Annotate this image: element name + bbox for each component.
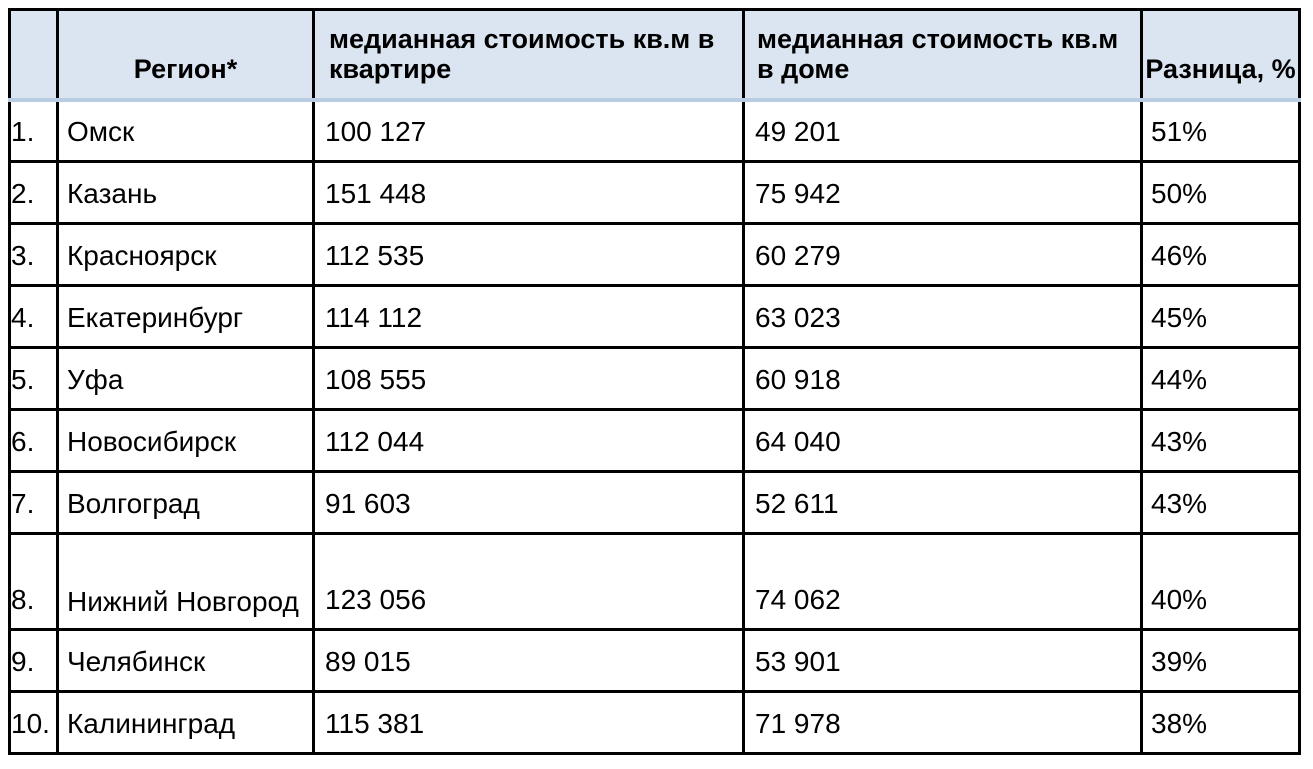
row-house-price: 60 279 [744, 224, 1142, 286]
header-difference: Разница, % [1142, 10, 1300, 100]
row-number: 6. [10, 410, 58, 472]
row-apartment-price: 114 112 [314, 286, 744, 348]
row-number: 8. [10, 534, 58, 630]
row-number: 3. [10, 224, 58, 286]
header-number [10, 10, 58, 100]
row-difference: 45% [1142, 286, 1300, 348]
row-number: 7. [10, 472, 58, 534]
row-region: Казань [58, 162, 314, 224]
row-house-price: 53 901 [744, 630, 1142, 692]
row-house-price: 52 611 [744, 472, 1142, 534]
table-body [10, 100, 1300, 754]
row-difference: 43% [1142, 410, 1300, 472]
row-region: Красноярск [58, 224, 314, 286]
row-region: Екатеринбург [58, 286, 314, 348]
header-region: Регион* [58, 10, 314, 100]
row-difference: 40% [1142, 534, 1300, 630]
row-number: 2. [10, 162, 58, 224]
row-number: 1. [10, 100, 58, 162]
row-apartment-price: 115 381 [314, 692, 744, 754]
row-number: 5. [10, 348, 58, 410]
row-apartment-price: 123 056 [314, 534, 744, 630]
row-apartment-price: 91 603 [314, 472, 744, 534]
header-apartment-price: медианная стоимость кв.м в квартире [314, 10, 744, 100]
row-apartment-price: 100 127 [314, 100, 744, 162]
table-header [10, 10, 1300, 100]
table-row [10, 286, 1300, 348]
row-region: Уфа [58, 348, 314, 410]
header-row [10, 10, 1300, 100]
row-apartment-price: 89 015 [314, 630, 744, 692]
row-house-price: 74 062 [744, 534, 1142, 630]
row-region: Калининград [58, 692, 314, 754]
table-row [10, 534, 1300, 630]
row-house-price: 71 978 [744, 692, 1142, 754]
row-apartment-price: 108 555 [314, 348, 744, 410]
row-region: Нижний Новгород [58, 534, 314, 630]
row-apartment-price: 112 535 [314, 224, 744, 286]
table-row [10, 410, 1300, 472]
row-apartment-price: 151 448 [314, 162, 744, 224]
row-house-price: 64 040 [744, 410, 1142, 472]
table-row [10, 224, 1300, 286]
row-number: 4. [10, 286, 58, 348]
row-region: Омск [58, 100, 314, 162]
table-row [10, 472, 1300, 534]
row-difference: 46% [1142, 224, 1300, 286]
table-row [10, 692, 1300, 754]
row-difference: 38% [1142, 692, 1300, 754]
row-number: 10. [10, 692, 58, 754]
table-row [10, 100, 1300, 162]
row-apartment-price: 112 044 [314, 410, 744, 472]
row-region: Волгоград [58, 472, 314, 534]
row-region: Новосибирск [58, 410, 314, 472]
row-difference: 50% [1142, 162, 1300, 224]
row-difference: 51% [1142, 100, 1300, 162]
table-row [10, 630, 1300, 692]
row-region: Челябинск [58, 630, 314, 692]
table-row [10, 162, 1300, 224]
price-comparison-table [8, 8, 1301, 755]
row-house-price: 60 918 [744, 348, 1142, 410]
row-difference: 44% [1142, 348, 1300, 410]
row-difference: 43% [1142, 472, 1300, 534]
row-house-price: 63 023 [744, 286, 1142, 348]
row-number: 9. [10, 630, 58, 692]
header-house-price: медианная стоимость кв.м в доме [744, 10, 1142, 100]
row-difference: 39% [1142, 630, 1300, 692]
row-house-price: 75 942 [744, 162, 1142, 224]
table-row [10, 348, 1300, 410]
row-house-price: 49 201 [744, 100, 1142, 162]
